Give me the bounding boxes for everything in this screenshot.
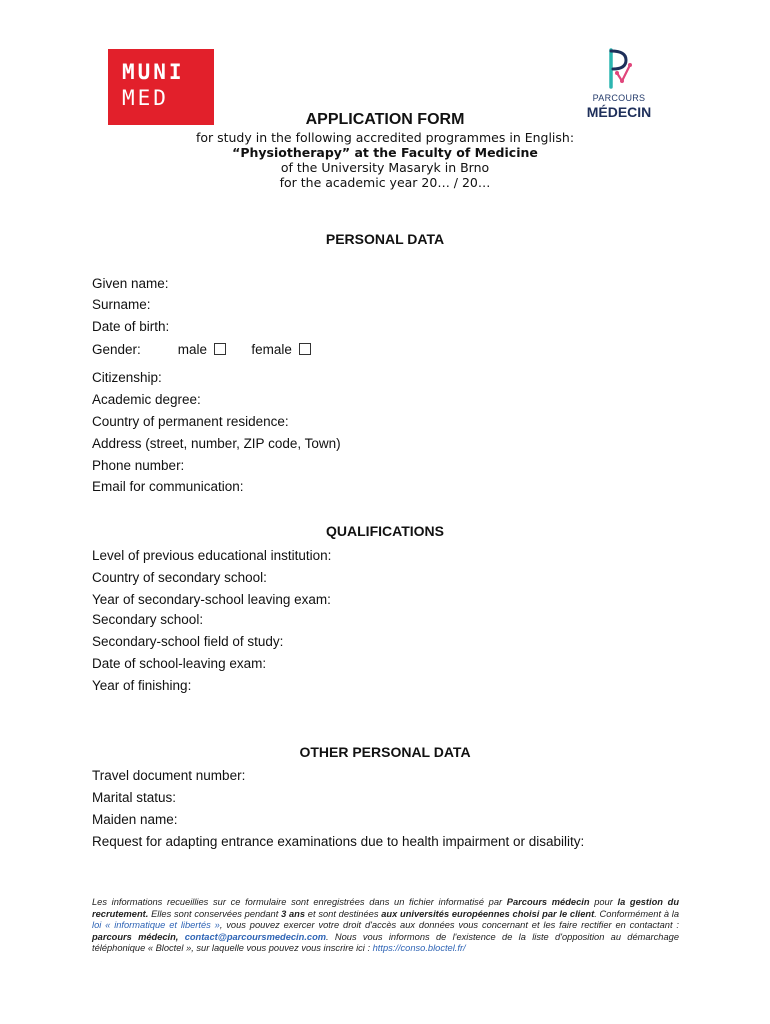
field-date-school-leaving-exam: Date of school-leaving exam: xyxy=(92,656,267,671)
footer-text-2: pour xyxy=(589,897,618,907)
field-maiden-name: Maiden name: xyxy=(92,812,178,827)
footer-text-3: Elles sont conservées pendant xyxy=(148,908,282,919)
gender-female-label: female xyxy=(251,341,292,357)
field-year-of-finishing: Year of finishing: xyxy=(92,678,192,693)
muni-logo-line1: MUNI xyxy=(122,60,185,84)
field-education-level: Level of previous educational institution: xyxy=(92,548,332,563)
field-gender xyxy=(92,341,311,357)
footer-bold-3: 3 ans xyxy=(281,908,306,919)
field-secondary-school: Secondary school: xyxy=(92,612,204,627)
form-title: APPLICATION FORM xyxy=(305,111,465,128)
gender-label: Gender: xyxy=(92,341,141,357)
field-travel-document: Travel document number: xyxy=(92,768,246,783)
footer-link-law[interactable]: loi « informatique et libertés » xyxy=(92,920,220,930)
field-year-leaving-exam: Year of secondary-school leaving exam: xyxy=(92,592,331,607)
footer-link-bloctel[interactable]: https://conso.bloctel.fr/ xyxy=(372,943,466,953)
field-field-of-study: Secondary-school field of study: xyxy=(92,634,284,649)
field-address: Address (street, number, ZIP code, Town) xyxy=(92,436,341,451)
footer-text-7: . Nous vous informons de l'existence de la liste d'opposition au démarchage téléphonique « Bloctel », sur laquelle vous pouvez vous inscrire ici : xyxy=(92,931,679,953)
field-given-name: Given name: xyxy=(92,276,169,291)
male-checkbox[interactable] xyxy=(214,343,226,355)
parcours-logo-line1: PARCOURS xyxy=(592,93,646,103)
parcours-logo-line2: MÉDECIN xyxy=(586,104,652,120)
female-checkbox[interactable] xyxy=(299,343,311,355)
field-country-secondary-school: Country of secondary school: xyxy=(92,570,267,585)
section-heading-personal-data: PERSONAL DATA xyxy=(325,231,445,247)
header-line-3: of the University Masaryk in Brno xyxy=(280,160,490,175)
header-line-1: for study in the following accredited programmes in English: xyxy=(195,130,575,145)
header-line-2: “Physiotherapy” at the Faculty of Medicine xyxy=(232,145,538,160)
section-heading-other-personal-data: OTHER PERSONAL DATA xyxy=(299,744,471,760)
footer-text-6: , vous pouvez exercer votre droit d'accès aux données vous concernant et les faire rectifier en contactant : xyxy=(219,920,679,930)
footer-text-1: Les informations recueillies sur ce formulaire sont enregistrées dans un fichier informatisé par xyxy=(92,897,507,907)
footer-text-5: . Conformément à la xyxy=(594,908,679,919)
field-adapting-request: Request for adapting entrance examinations due to health impairment or disability: xyxy=(92,834,585,849)
footer-bold-2: la gestion du recrutement. xyxy=(92,897,680,919)
field-citizenship: Citizenship: xyxy=(92,370,162,385)
field-country-residence: Country of permanent residence: xyxy=(92,414,289,429)
footer-link-email[interactable]: contact@parcoursmedecin.com xyxy=(184,931,327,942)
header-line-4: for the academic year 20… / 20… xyxy=(279,175,491,190)
field-date-of-birth: Date of birth: xyxy=(92,319,170,334)
field-academic-degree: Academic degree: xyxy=(92,392,201,407)
footer-bold-5: parcours médecin, xyxy=(92,931,185,942)
field-email: Email for communication: xyxy=(92,479,244,494)
gender-male-label: male xyxy=(177,341,208,357)
section-heading-qualifications: QUALIFICATIONS xyxy=(326,523,444,539)
footer-bold-4: aux universités européennes choisi par le client xyxy=(381,908,595,919)
privacy-notice xyxy=(92,897,679,955)
footer-text-4: et sont destinées xyxy=(305,908,382,919)
parcours-logo-icon xyxy=(606,47,634,91)
footer-bold-1: Parcours médecin xyxy=(506,897,590,907)
field-phone: Phone number: xyxy=(92,458,185,473)
field-surname: Surname: xyxy=(92,297,151,312)
muni-logo-line2: MED xyxy=(122,86,169,110)
field-marital-status: Marital status: xyxy=(92,790,177,805)
